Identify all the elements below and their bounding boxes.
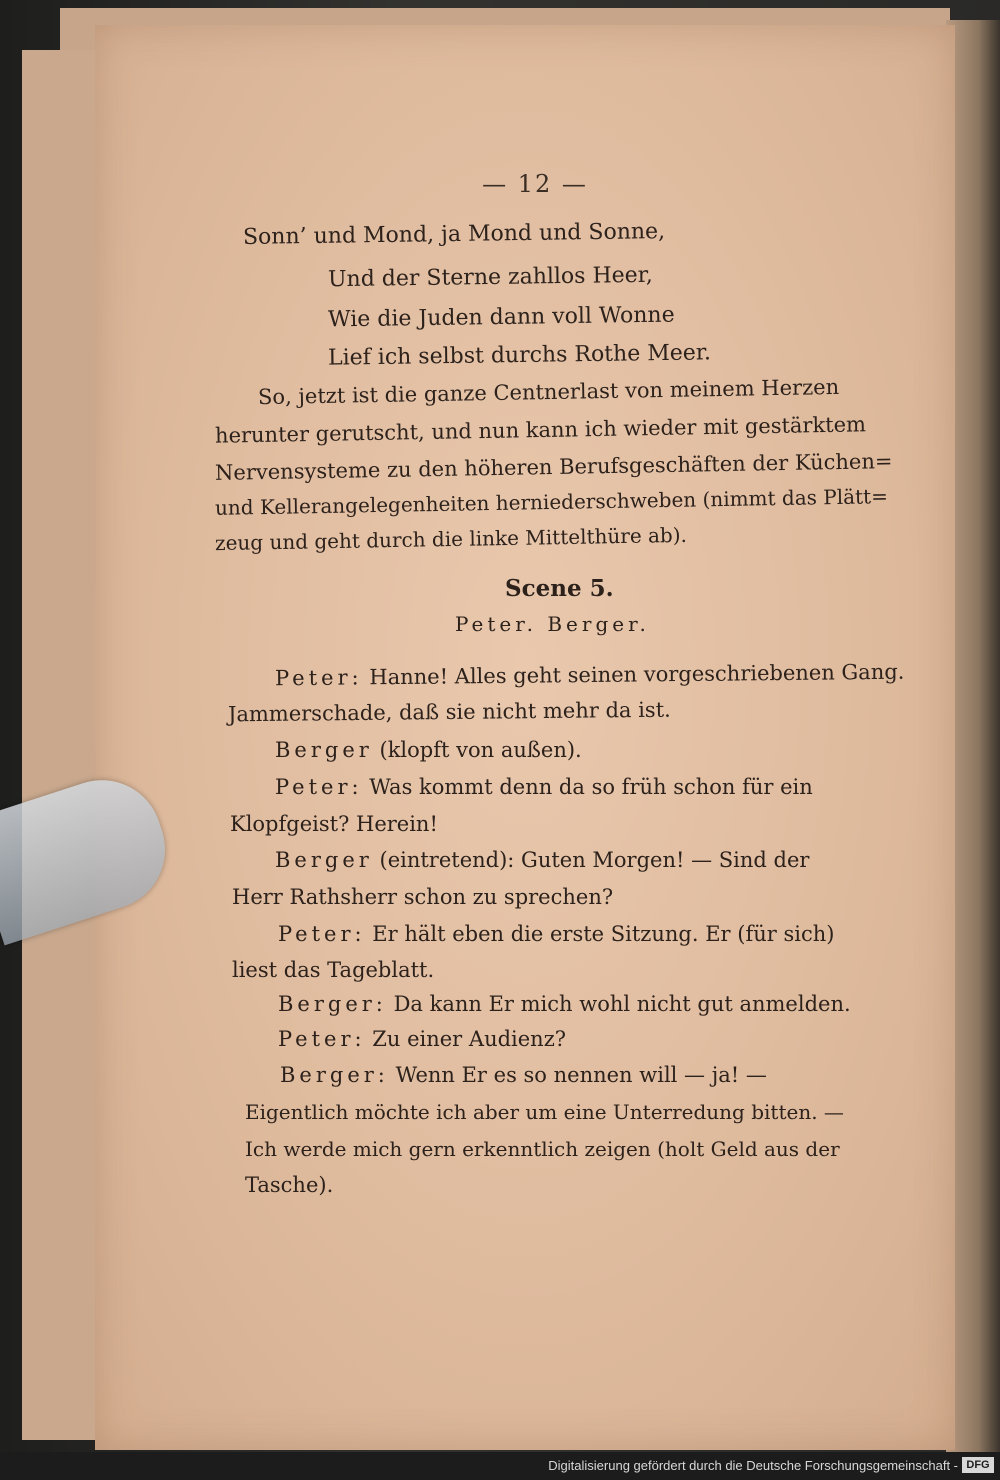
dialogue-text: (klopft von außen). [379,738,582,762]
dialogue-text: Was kommt denn da so früh schon für ein [369,775,813,799]
dialogue-text: Hanne! Alles geht seinen vorgeschriebenen Gang. [369,659,905,690]
scene-characters: Peter. Berger. [455,612,650,636]
dialogue-text: (eintretend): Guten Morgen! — Sind der [379,848,810,872]
speaker-name: Berger [275,848,373,872]
dialogue-text: Tasche). [245,1173,334,1197]
footer-credit: Digitalisierung gefördert durch die Deutsche Forschungsgemeinschaft - [548,1458,958,1473]
dialogue-line [275,738,582,762]
page-number: — 12 — [482,170,588,198]
dialogue-line [278,922,834,946]
prose-line: herunter gerutscht, und nun kann ich wieder mit gestärktem [214,412,867,448]
speaker-name: Berger [275,738,373,762]
dialogue-line [232,885,613,909]
dialogue-line [275,775,813,799]
dialogue-line [275,848,809,872]
speaker-name: Peter: [278,1027,366,1051]
dialogue-text: Wenn Er es so nennen will — ja! — [395,1063,767,1087]
speaker-name: Peter: [275,775,363,799]
dialogue-line [245,1137,840,1161]
dialogue-text: Klopfgeist? Herein! [230,812,438,836]
dialogue-text: Eigentlich möchte ich aber um eine Unterredung bitten. — [245,1100,844,1124]
verse-line: Lief ich selbst durchs Rothe Meer. [327,340,712,371]
dialogue-text: Jammerschade, daß sie nicht mehr da ist. [227,697,671,727]
dialogue-text: liest das Tageblatt. [232,958,435,982]
dialogue-text: Da kann Er mich wohl nicht gut anmelden. [393,992,851,1016]
dialogue-line [228,698,671,727]
prose-line: Nervensysteme zu den höheren Berufsgeschäften der Küchen= [214,449,893,485]
dialogue-text: Zu einer Audienz? [372,1027,567,1051]
dialogue-text: Ich werde mich gern erkenntlich zeigen (holt Geld aus der [245,1137,840,1161]
prose-line: So, jetzt ist die ganze Centnerlast von meinem Herzen [257,374,840,410]
prose-line: und Kellerangelegenheiten herniederschweben (nimmt das Plätt= [214,484,889,520]
speaker-name: Peter: [278,922,366,946]
dfg-logo: DFG [962,1457,994,1473]
dialogue-line [230,812,438,836]
dialogue-line [245,1100,844,1124]
verse-line: Sonn’ und Mond, ja Mond und Sonne, [242,219,666,250]
verse-line: Wie die Juden dann voll Wonne [327,302,675,333]
dialogue-line [245,1173,333,1197]
speaker-name: Berger: [280,1063,389,1087]
dialogue-text: Herr Rathsherr schon zu sprechen? [232,885,614,909]
dialogue-line [280,1063,767,1087]
speaker-name: Peter: [274,665,363,691]
prose-line: zeug und geht durch die linke Mittelthüre ab). [214,522,688,556]
verse-line: Und der Sterne zahllos Heer, [327,262,653,293]
dialogue-line [232,958,434,982]
speaker-name: Berger: [278,992,387,1016]
dialogue-text: Er hält eben die erste Sitzung. Er (für sich) [372,922,835,946]
scene-title: Scene 5. [505,575,614,602]
dialogue-line [278,1027,566,1051]
dialogue-line [278,992,851,1016]
